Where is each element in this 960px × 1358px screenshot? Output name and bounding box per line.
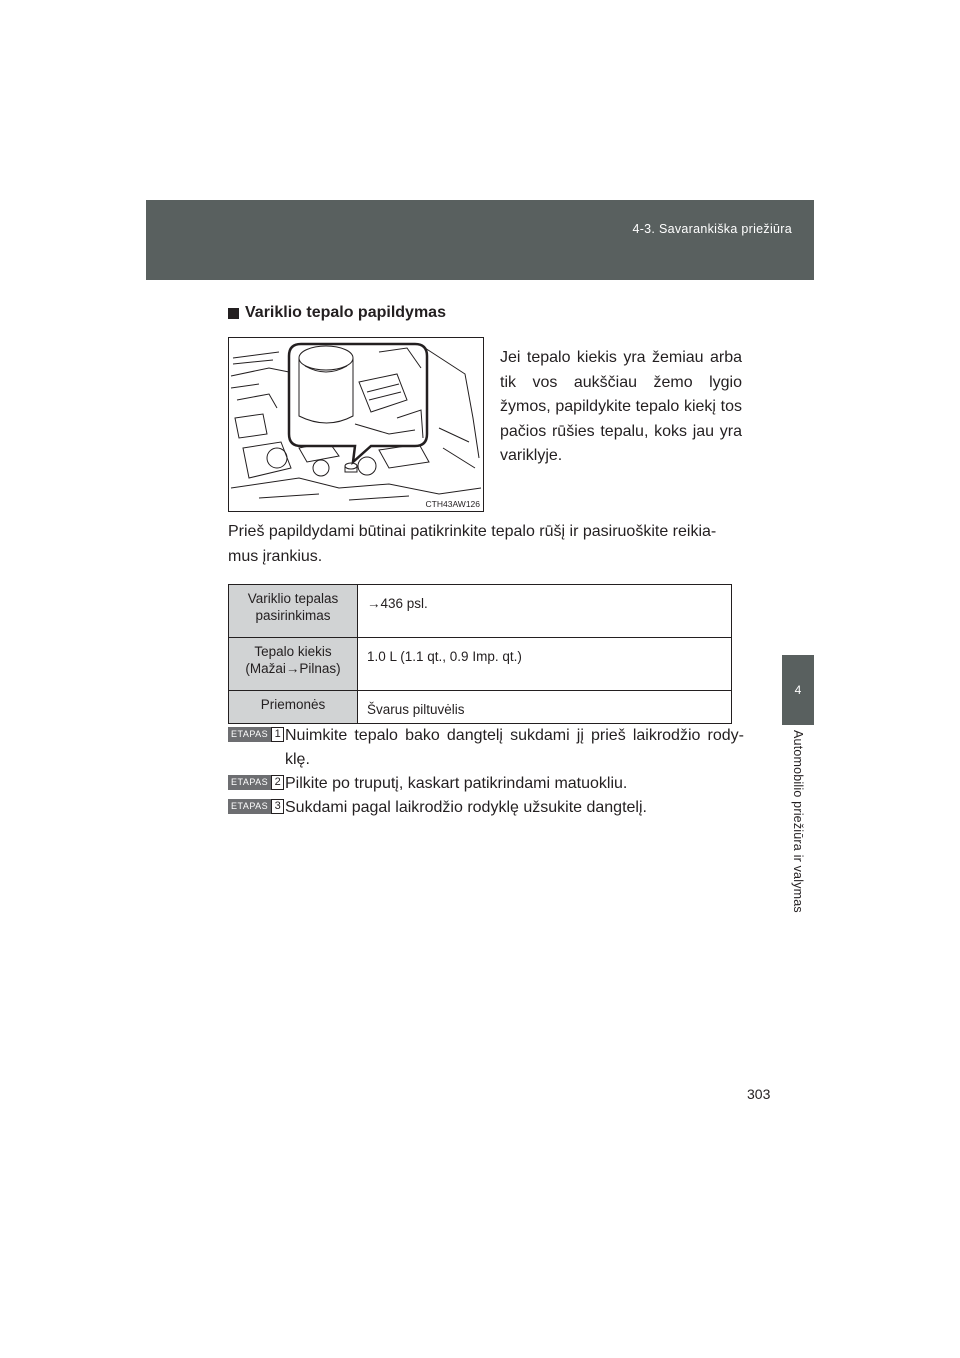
table-value: →436 psl. — [358, 585, 732, 638]
engine-oil-cap-illustration — [228, 337, 484, 512]
table-value: Švarus piltuvėlis — [358, 691, 732, 724]
chapter-label-text: Automobilio priežiūra ir valymas — [791, 730, 805, 913]
subsection-heading — [228, 304, 446, 322]
step-badge-number: 3 — [271, 799, 284, 814]
table-key: Tepalo kiekis (Mažai→Pilnas) — [229, 638, 358, 691]
subsection-title: Variklio tepalo papildymas — [245, 304, 446, 321]
figure-code: CTH43AW126 — [425, 499, 480, 509]
step-text: Sukdami pagal laikrodžio rodyklę užsukite dangtelį. — [285, 799, 647, 816]
table-key: Priemonės — [229, 691, 358, 724]
chapter-tab: 4 — [782, 655, 814, 725]
step-badge — [228, 799, 284, 814]
oil-spec-table — [228, 584, 732, 724]
step-badge — [228, 775, 284, 790]
step-badge-number: 2 — [271, 775, 284, 790]
step-badge-label: ETAPAS — [228, 775, 271, 790]
header-band — [146, 200, 814, 280]
table-value: 1.0 L (1.1 qt., 0.9 Imp. qt.) — [358, 638, 732, 691]
step-2 — [228, 772, 744, 796]
engine-bay-drawing — [229, 338, 483, 511]
step-badge-number: 1 — [271, 727, 284, 742]
step-text: Pilkite po truputį, kaskart patikrindami matuokliu. — [285, 775, 628, 792]
table-row — [229, 638, 732, 691]
step-badge — [228, 727, 284, 742]
table-row — [229, 691, 732, 724]
square-bullet-icon — [228, 308, 239, 319]
step-badge-label: ETAPAS — [228, 799, 271, 814]
side-paragraph: Jei tepalo kiekis yra žemiau arba tik vos aukščiau žemo lygio žymos, papildykite tepalo kiekį tos pačios rūšies tepalu, koks jau yra variklyje. — [500, 349, 742, 464]
step-1 — [228, 724, 744, 772]
page-number: 303 — [747, 1086, 771, 1102]
step-text: Nuimkite tepalo bako dangtelį sukdami jį prieš laikrodžio rody-klę. — [285, 727, 744, 768]
intro-paragraph: Prieš papildydami būtinai patikrinkite tepalo rūšį ir pasiruoškite reikia-mus įrankius. — [228, 523, 717, 565]
table-key: Variklio tepalas pasirinkimas — [229, 585, 358, 638]
section-title: 4-3. Savarankiška priežiūra — [632, 222, 792, 236]
step-3 — [228, 796, 744, 820]
step-badge-label: ETAPAS — [228, 727, 271, 742]
table-row — [229, 585, 732, 638]
